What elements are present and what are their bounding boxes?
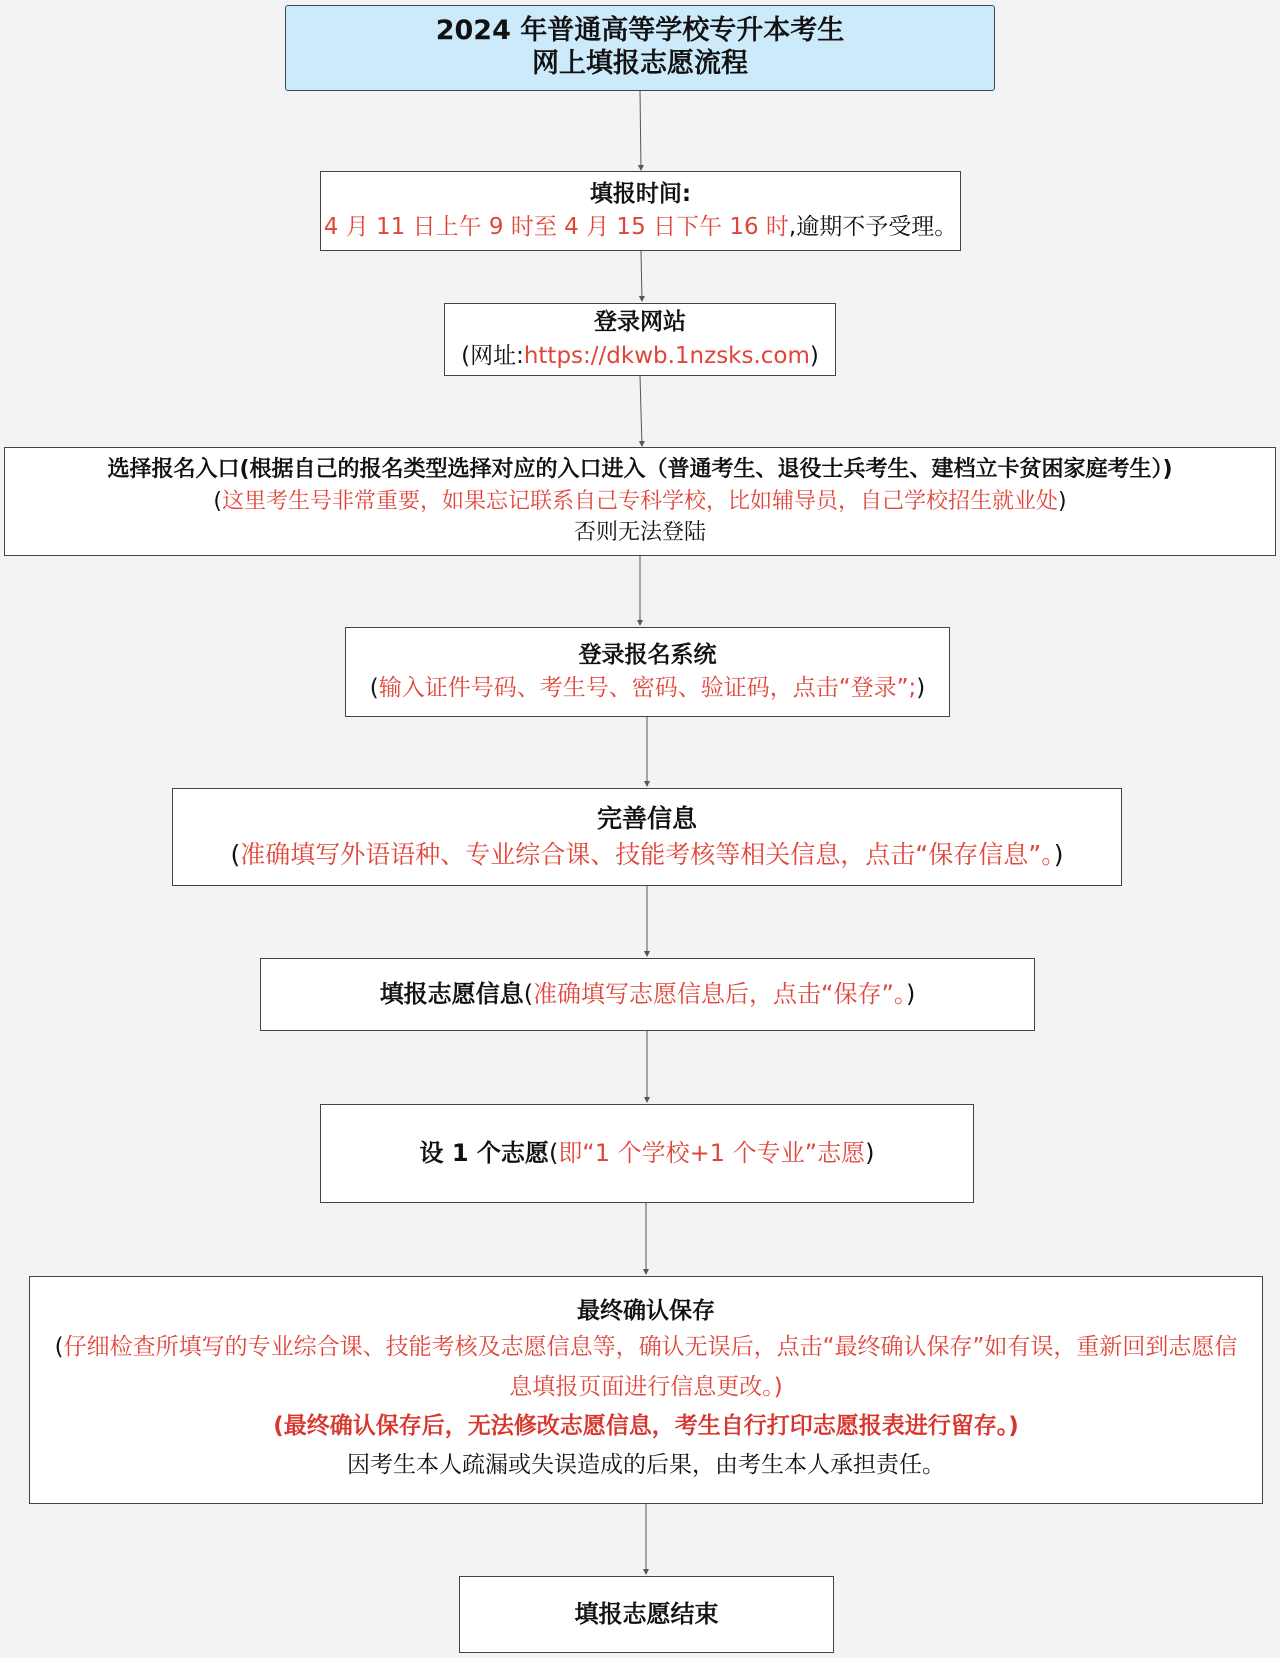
close-paren: ) [865,1139,875,1168]
fill-time-deadline-note: ,逾期不予受理。 [788,214,958,240]
close-paren: ) [905,980,916,1009]
open-paren: ( [54,1334,64,1361]
complete-info-instructions: 准确填写外语语种、专业综合课、技能考核等相关信息，点击“保存信息”。 [240,840,1054,869]
fill-choice-instructions: 准确填写志愿信息后，点击“保存”。 [533,980,906,1009]
step-final-confirm-heading: 最终确认保存 [577,1298,715,1325]
step-login-system-heading: 登录报名系统 [578,641,717,668]
one-choice-rule: 即“1 个学校+1 个专业”志愿 [558,1139,866,1168]
step-fill-choice-heading: 填报志愿信息 [379,980,524,1009]
step-end-heading: 填报志愿结束 [574,1600,719,1629]
step-final-confirm-box [29,1276,1263,1504]
step-complete-info-heading: 完善信息 [596,803,697,833]
step-choose-entry-box [4,447,1276,556]
connector-step1-step2 [641,251,642,301]
step-end-box [459,1576,834,1653]
step-one-choice-box [320,1104,974,1203]
step-final-confirm-detail [48,1328,1244,1406]
step-choose-entry-heading: 选择报名入口(根据自己的报名类型选择对应的入口进入（普通考生、退役士兵考生、建档立卡贫困家庭考生）) [107,456,1173,482]
open-paren: ( [213,488,222,514]
step-one-choice-heading: 设 1 个志愿 [419,1139,549,1168]
step-one-choice-detail [420,1136,875,1171]
step-login-system-box [345,627,950,717]
open-paren: ( [369,675,379,701]
close-paren: ) [1053,840,1064,869]
connector-step2-step3 [640,376,642,446]
step-login-system-detail [370,672,926,705]
final-confirm-warning: (最终确认保存后，无法修改志愿信息，考生自行打印志愿报表进行留存。) [273,1412,1019,1439]
close-paren: ) [1058,488,1067,514]
step-choose-entry-detail [213,486,1066,518]
candidate-number-note: 这里考生号非常重要，如果忘记联系自己专科学校，比如辅导员，自己学校招生就业处 [221,488,1058,514]
flow-title-line2: 网上填报志愿流程 [532,48,748,79]
final-confirm-instructions: 仔细检查所填写的专业综合课、技能考核及志愿信息等，确认无误后，点击“最终确认保存”如有误，重新回到志愿信息填报页面进行信息更改。) [63,1334,1238,1400]
step-fill-time-detail [324,211,957,244]
step-choose-entry-footer: 否则无法登陆 [573,520,706,546]
step-login-site-box [444,303,836,376]
open-paren: ( [230,840,241,869]
connector-title-step1 [640,91,641,170]
step-login-site-detail [461,340,819,373]
login-instructions: 输入证件号码、考生号、密码、验证码，点击“登录”; [378,675,917,701]
step-fill-choice-box [260,958,1035,1031]
step-fill-time-box [320,171,961,251]
step-complete-info-detail [231,837,1064,873]
site-url: https://dkwb.1nzsks.com [523,342,810,369]
close-paren: ) [809,342,819,369]
step-login-site-heading: 登录网站 [594,309,686,336]
flow-title-box [285,5,995,91]
flow-title-line1: 2024 年普通高等学校专升本考生 [435,15,845,47]
open-paren: ( [523,980,534,1009]
open-paren: (网址: [461,342,524,369]
step-complete-info-box [172,788,1122,886]
close-paren: ) [916,675,926,701]
open-paren: ( [548,1139,559,1168]
step-fill-time-heading: 填报时间: [589,180,692,207]
final-confirm-responsibility: 因考生本人疏漏或失误造成的后果，由考生本人承担责任。 [347,1451,945,1478]
fill-time-range: 4 月 11 日上午 9 时至 4 月 15 日下午 16 时 [323,214,789,240]
step-fill-choice-detail [380,977,916,1012]
